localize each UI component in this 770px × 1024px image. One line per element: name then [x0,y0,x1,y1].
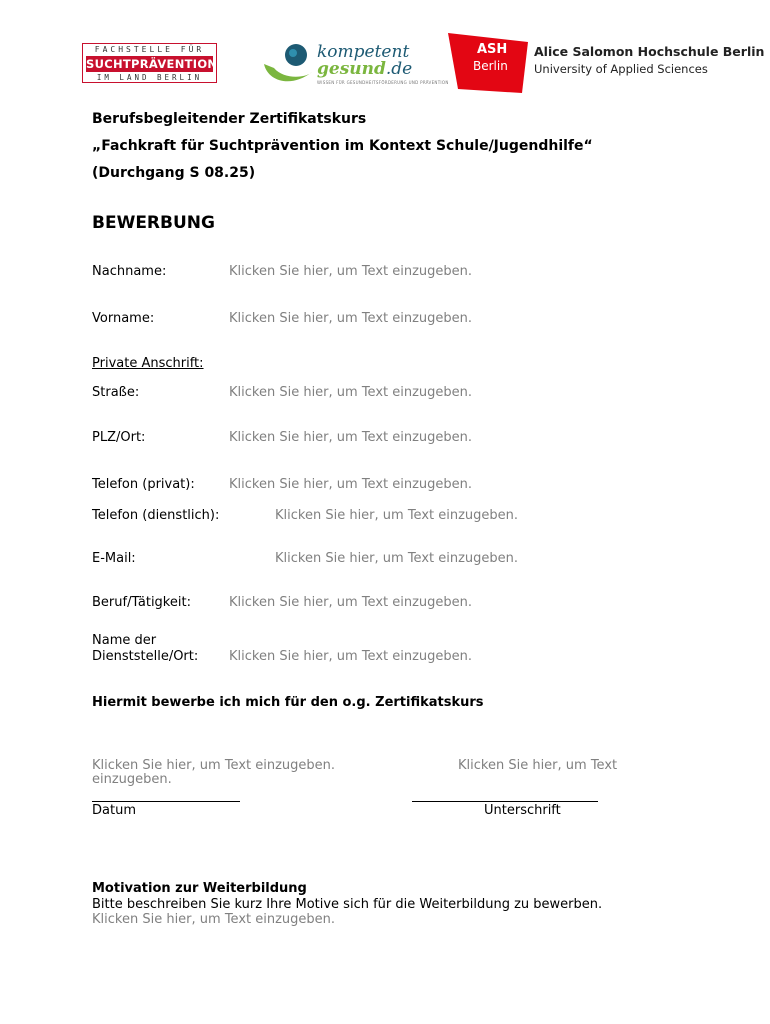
date-label: Datum [92,803,136,818]
vorname-label: Vorname: [92,311,155,326]
signature-label: Unterschrift [484,803,561,818]
email-field[interactable]: Klicken Sie hier, um Text einzugeben. [275,551,519,566]
fachstelle-suchtpraevention-logo [82,43,217,83]
telefon-privat-field[interactable]: Klicken Sie hier, um Text einzugeben. [229,477,473,492]
signature-line [412,801,598,802]
ash-berlin-logo [448,33,765,93]
ash-subtitle: University of Applied Sciences [534,62,708,76]
ash-badge-line1: ASH [477,42,508,57]
ash-name: Alice Salomon Hochschule Berlin [534,44,765,59]
beruf-field[interactable]: Klicken Sie hier, um Text einzugeben. [229,595,473,610]
course-title-line2: „Fachkraft für Suchtprävention im Kontext Schule/Jugendhilfe“ [92,138,593,154]
strasse-field[interactable]: Klicken Sie hier, um Text einzugeben. [229,385,473,400]
dienststelle-field[interactable]: Klicken Sie hier, um Text einzugeben. [229,649,473,664]
anschrift-heading: Private Anschrift: [92,356,204,371]
logo-line-2: SUCHTPRÄVENTION [86,57,218,71]
logo-word-kompetent: kompetent [317,42,410,62]
motivation-field[interactable]: Klicken Sie hier, um Text einzugeben. [92,912,336,927]
telefon-dienstlich-field[interactable]: Klicken Sie hier, um Text einzugeben. [275,508,519,523]
vorname-field[interactable]: Klicken Sie hier, um Text einzugeben. [229,311,473,326]
logo-line-3: IM LAND BERLIN [96,73,203,82]
dienststelle-label-line2: Dienststelle/Ort: [92,649,199,664]
date-field[interactable]: Klicken Sie hier, um Text einzugeben. [92,758,336,773]
course-title-line1: Berufsbegleitender Zertifikatskurs [92,111,367,127]
telefon-privat-label: Telefon (privat): [92,477,195,492]
telefon-dienstlich-label: Telefon (dienstlich): [92,508,220,523]
email-label: E-Mail: [92,551,136,566]
plz-ort-label: PLZ/Ort: [92,430,146,445]
plz-ort-field[interactable]: Klicken Sie hier, um Text einzugeben. [229,430,473,445]
section-title: BEWERBUNG [92,213,215,233]
kompetent-gesund-emblem-icon [262,42,314,88]
kompetent-gesund-logo [262,42,449,88]
nachname-field[interactable]: Klicken Sie hier, um Text einzugeben. [229,264,473,279]
logo-word-gesund: gesund.de [317,59,413,79]
motivation-title: Motivation zur Weiterbildung [92,881,307,896]
date-line [92,801,240,802]
application-statement: Hiermit bewerbe ich mich für den o.g. Zertifikatskurs [92,695,484,710]
motivation-text: Bitte beschreiben Sie kurz Ihre Motive sich für die Weiterbildung zu bewerben. [92,897,603,912]
nachname-label: Nachname: [92,264,167,279]
signature-field[interactable]: Klicken Sie hier, um Text [458,758,618,773]
logo-tagline: WISSEN FÜR GESUNDHEITSFÖRDERUNG UND PRÄVENTION [317,80,449,85]
ash-badge-line2: Berlin [473,59,508,73]
beruf-label: Beruf/Tätigkeit: [92,595,191,610]
dienststelle-label-line1: Name der [92,633,157,648]
course-title-line3: (Durchgang S 08.25) [92,165,256,181]
strasse-label: Straße: [92,385,140,400]
logo-line-1: FACHSTELLE FÜR [94,45,205,54]
date-field-wrap[interactable]: einzugeben. [92,772,172,787]
